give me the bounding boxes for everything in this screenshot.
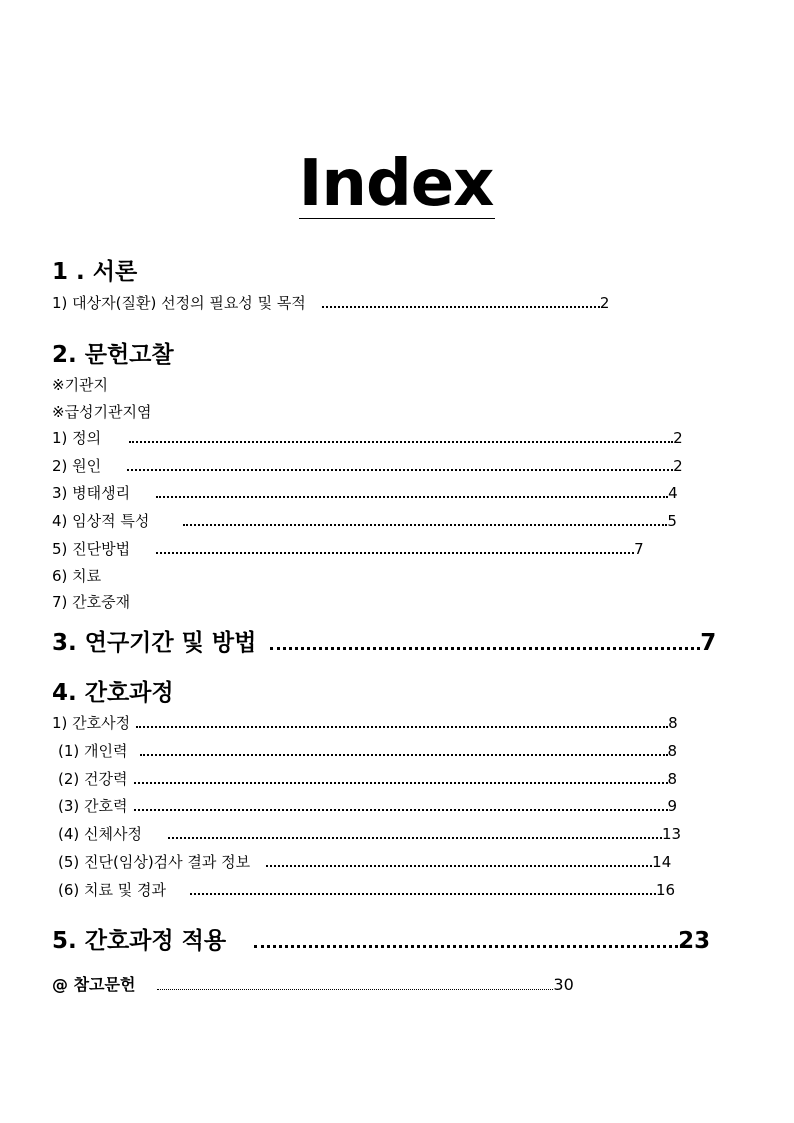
toc-label: (1) 개인력: [58, 742, 128, 760]
toc-page-number: 14: [652, 853, 672, 871]
toc-entry-physical-assessment[interactable]: [58, 823, 681, 844]
toc-page-number: 2: [673, 429, 683, 447]
toc-entry-pathophysiology[interactable]: [52, 482, 678, 503]
section-heading-research-period: 3. 연구기간 및 방법: [52, 630, 257, 656]
toc-entry-diagnosis[interactable]: [52, 538, 644, 559]
toc-page-number: 2: [599, 294, 610, 312]
toc-label: (4) 신체사정: [58, 825, 142, 843]
toc-page-number: 8: [667, 742, 678, 760]
toc-entry-clinical-features[interactable]: [52, 510, 677, 531]
toc-entry-treatment[interactable]: 6) 치료: [52, 567, 102, 585]
section-heading-literature-review: 2. 문헌고찰: [52, 342, 174, 368]
toc-entry-personal-history[interactable]: [58, 740, 677, 761]
toc-entry-definition[interactable]: [52, 427, 683, 448]
toc-label: 2) 원인: [52, 457, 102, 475]
note-bronchus: ※기관지: [52, 376, 109, 394]
leader-dots: [270, 647, 700, 650]
toc-page-number: 13: [661, 825, 682, 843]
page-title: Index: [298, 147, 494, 221]
leader-dots: [266, 865, 652, 867]
toc-entry-health-history[interactable]: [58, 768, 677, 789]
toc-entry-cause[interactable]: [52, 455, 683, 476]
leader-dots: [129, 441, 673, 443]
toc-label: 1) 대상자(질환) 선정의 필요성 및 목적: [52, 294, 306, 312]
leader-dots: [190, 893, 656, 895]
toc-page-number: 5: [667, 512, 677, 530]
toc-page-number: 8: [668, 714, 678, 732]
toc-label: 1) 간호사정: [52, 714, 131, 732]
toc-label: 3) 병태생리: [52, 484, 131, 502]
toc-page-number: 23: [678, 928, 711, 954]
toc-label: (3) 간호력: [58, 797, 128, 815]
toc-label: 1) 정의: [52, 429, 102, 447]
toc-entry-research-period[interactable]: [52, 624, 716, 657]
toc-entry-diagnostic-tests[interactable]: [58, 851, 671, 872]
toc-entry-nursing-process-application[interactable]: [52, 922, 710, 955]
toc-page-number: 2: [673, 457, 683, 475]
leader-dots: [134, 782, 668, 784]
toc-page-number: 4: [668, 484, 678, 502]
toc-entry-nursing-intervention[interactable]: 7) 간호중재: [52, 593, 131, 611]
section-heading-introduction: 1 . 서론: [52, 259, 138, 285]
toc-page-number: 30: [553, 975, 574, 994]
toc-label: (2) 건강력: [58, 770, 128, 788]
note-acute-bronchitis: ※급성기관지염: [52, 403, 152, 421]
toc-page-number: 9: [667, 797, 678, 815]
leader-dots: [183, 524, 667, 526]
toc-label: (5) 진단(임상)검사 결과 정보: [58, 853, 251, 871]
leader-dots: [168, 837, 662, 839]
leader-dots: [156, 552, 634, 554]
toc-label: @ 참고문헌: [52, 975, 136, 994]
leader-dots: [134, 809, 668, 811]
section-heading-nursing-process-application: 5. 간호과정 적용: [52, 928, 227, 954]
toc-entry-treatment-progress[interactable]: [58, 879, 675, 900]
leader-dots: [140, 754, 668, 756]
toc-page-number: 8: [667, 770, 678, 788]
section-heading-nursing-process: 4. 간호과정: [52, 680, 174, 706]
leader-dots: [322, 306, 600, 308]
leader-dots: [156, 496, 668, 498]
toc-label: 4) 임상적 특성: [52, 512, 150, 530]
toc-entry-nursing-assessment[interactable]: [52, 712, 678, 733]
toc-label: (6) 치료 및 경과: [58, 881, 167, 899]
toc-entry-references[interactable]: [52, 972, 574, 995]
leader-dots: [127, 469, 673, 471]
toc-entry-nursing-history[interactable]: [58, 795, 677, 816]
leader-dots: [254, 945, 678, 948]
toc-page-number: 16: [656, 881, 676, 899]
toc-page-number: 7: [700, 630, 717, 656]
toc-label: 5) 진단방법: [52, 540, 131, 558]
leader-dots: [157, 989, 553, 990]
toc-entry-purpose[interactable]: [52, 292, 609, 313]
toc-page-number: 7: [634, 540, 644, 558]
leader-dots: [136, 726, 668, 728]
